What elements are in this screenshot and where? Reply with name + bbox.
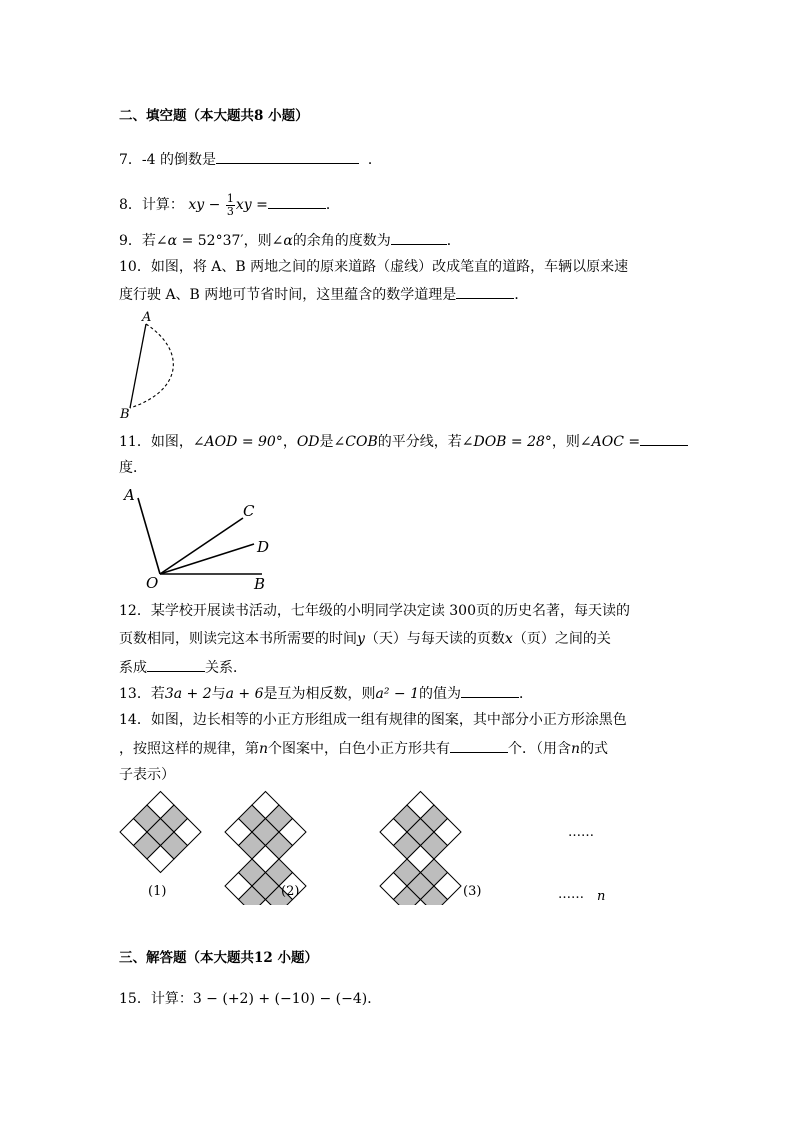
q9-mid: ，则∠ xyxy=(243,233,284,249)
q14-pattern-1 xyxy=(120,792,201,873)
q12-line3b: 关系． xyxy=(205,660,247,676)
q11-ray-od xyxy=(160,544,254,574)
q10-label-a: A xyxy=(142,310,152,325)
q14-label-3: (3) xyxy=(463,884,482,899)
q14-var-n: n xyxy=(259,741,269,757)
q10-line2-text: 度行驶 A、B 两地可节省时间，这里蕴含的数学道理是 xyxy=(119,287,457,303)
q8-tail: ． xyxy=(325,197,340,213)
q11-mid: 是 xyxy=(319,434,334,450)
q8-denominator: 3 xyxy=(226,204,234,218)
q14-line2d: 的式 xyxy=(580,741,609,757)
q11-label-d: D xyxy=(257,538,270,556)
q14-label-2: (2) xyxy=(281,884,300,899)
q11-ray-oa xyxy=(138,498,160,574)
q14-line2c: 个．（用含 xyxy=(508,741,572,757)
q13-mid: 与 xyxy=(211,686,226,702)
q11-label-a: A xyxy=(124,486,135,504)
q15-expression: 3 − (+2) + (−10) − (−4) xyxy=(192,991,368,1007)
q14-line2a: ，按照这样的规律，第 xyxy=(119,741,259,757)
question-11-line1 xyxy=(119,431,688,452)
q8-number: 8． xyxy=(119,197,142,213)
q10-straight-road xyxy=(130,324,146,408)
q12-var-y: y xyxy=(357,631,365,647)
q11-mid3: ，则 xyxy=(551,434,580,450)
q15-number: 15． xyxy=(119,991,151,1007)
q14-label-1: (1) xyxy=(148,884,167,899)
q13-expr3: a² − 1 xyxy=(375,686,420,702)
q12-var-x: x xyxy=(504,631,513,647)
q11-figure xyxy=(118,486,278,592)
q11-od: OD xyxy=(296,434,320,450)
question-15 xyxy=(119,989,381,1009)
q9-tail: ． xyxy=(446,233,461,249)
section-heading-fill-blank: 二、填空题（本大题共8 小题） xyxy=(119,108,309,124)
q7-tail: ． xyxy=(367,152,382,168)
q8-minus: − xyxy=(208,197,221,213)
q14-figure xyxy=(110,790,630,905)
q15-tail: ． xyxy=(367,991,382,1007)
question-12-line1: 12．某学校开展读书活动，七年级的小明同学决定读 300页的历史名著，每天读的 xyxy=(119,603,630,619)
question-10-line2 xyxy=(119,284,528,305)
question-13 xyxy=(119,683,533,704)
question-8 xyxy=(119,190,340,220)
q14-label-n: n xyxy=(597,889,606,904)
question-14-line2 xyxy=(119,738,608,759)
q11-answer-blank[interactable] xyxy=(640,431,688,446)
q14-var-n2: n xyxy=(571,741,581,757)
question-12-line3 xyxy=(119,657,247,678)
q8-equals: = xyxy=(256,197,268,213)
question-7 xyxy=(119,149,382,170)
q13-answer-blank[interactable] xyxy=(461,683,519,698)
q11-label-c: C xyxy=(243,502,255,520)
q7-number: 7． xyxy=(119,152,142,168)
q9-post: 的余角的度数为 xyxy=(292,233,391,249)
q11-ray-oc xyxy=(160,518,243,574)
q8-expr-a: xy xyxy=(188,197,205,213)
q11-cond2: ∠DOB = 28° xyxy=(461,434,552,450)
q14-answer-blank[interactable] xyxy=(450,738,508,753)
q8-label: 计算： xyxy=(141,197,184,213)
q14-line2b: 个图案中，白色小正方形共有 xyxy=(268,741,451,757)
q7-answer-blank[interactable] xyxy=(216,149,359,164)
q9-answer-blank[interactable] xyxy=(391,230,447,245)
section-heading-solve: 三、解答题（本大题共12 小题） xyxy=(119,950,318,966)
q12-line2b: （天）与每天读的页数 xyxy=(364,631,505,647)
q11-cond1: ∠AOD = 90° xyxy=(192,434,283,450)
q15-label: 计算： xyxy=(150,991,193,1007)
q13-post: 的值为 xyxy=(419,686,462,702)
q8-answer-blank[interactable] xyxy=(268,194,326,209)
question-9 xyxy=(119,230,461,251)
q10-answer-blank[interactable] xyxy=(456,284,514,299)
q11-ask: ∠AOC = xyxy=(579,434,641,450)
q7-text: -4 的倒数是 xyxy=(141,152,217,168)
q9-alpha: α xyxy=(167,233,178,249)
question-14-line1: 14．如图，边长相等的小正方形组成一组有规律的图案，其中部分小正方形涂黑色 xyxy=(119,712,627,728)
q9-alpha2: α xyxy=(283,233,293,249)
q8-numerator: 1 xyxy=(226,191,234,205)
q10-tail: ． xyxy=(514,287,529,303)
q11-cob: ∠COB xyxy=(333,434,378,450)
q11-prefix: 11．如图， xyxy=(119,434,193,450)
q14-pattern-3 xyxy=(380,792,461,906)
q10-label-b: B xyxy=(120,407,130,422)
question-12-line2 xyxy=(119,629,611,649)
q9-pre: 若∠ xyxy=(141,233,168,249)
q12-answer-blank[interactable] xyxy=(147,657,205,672)
q9-number: 9． xyxy=(119,233,142,249)
q13-pre: 13．若 xyxy=(119,686,165,702)
q14-dots-bottom: …… xyxy=(558,887,584,902)
q11-label-b: B xyxy=(254,575,266,592)
q13-expr2: a + 6 xyxy=(225,686,264,702)
q9-value: = 52°37′ xyxy=(177,233,244,249)
q12-line2a: 页数相同，则读完这本书所需要的时间 xyxy=(119,631,357,647)
q8-fraction xyxy=(226,193,235,218)
q13-mid2: 是互为相反数，则 xyxy=(263,686,376,702)
q11-mid2: 的平分线，若 xyxy=(377,434,462,450)
q11-label-o: O xyxy=(146,574,159,592)
q11-sep: ， xyxy=(282,434,297,450)
q14-dots-top: …… xyxy=(568,825,594,840)
q8-expr-b: xy xyxy=(235,197,252,213)
q13-tail: ． xyxy=(519,686,534,702)
q12-line2c: （页）之间的关 xyxy=(512,631,611,647)
q12-line3a: 系成 xyxy=(119,660,147,676)
question-11-line2: 度． xyxy=(119,460,147,476)
q13-expr1: 3a + 2 xyxy=(164,686,212,702)
q10-figure xyxy=(112,306,182,424)
question-14-line3: 子表示） xyxy=(119,767,175,783)
question-10-line1: 10．如图，将 A、B 两地之间的原来道路（虚线）改成笔直的道路，车辆以原来速 xyxy=(119,259,629,275)
q10-dashed-road xyxy=(130,324,173,408)
